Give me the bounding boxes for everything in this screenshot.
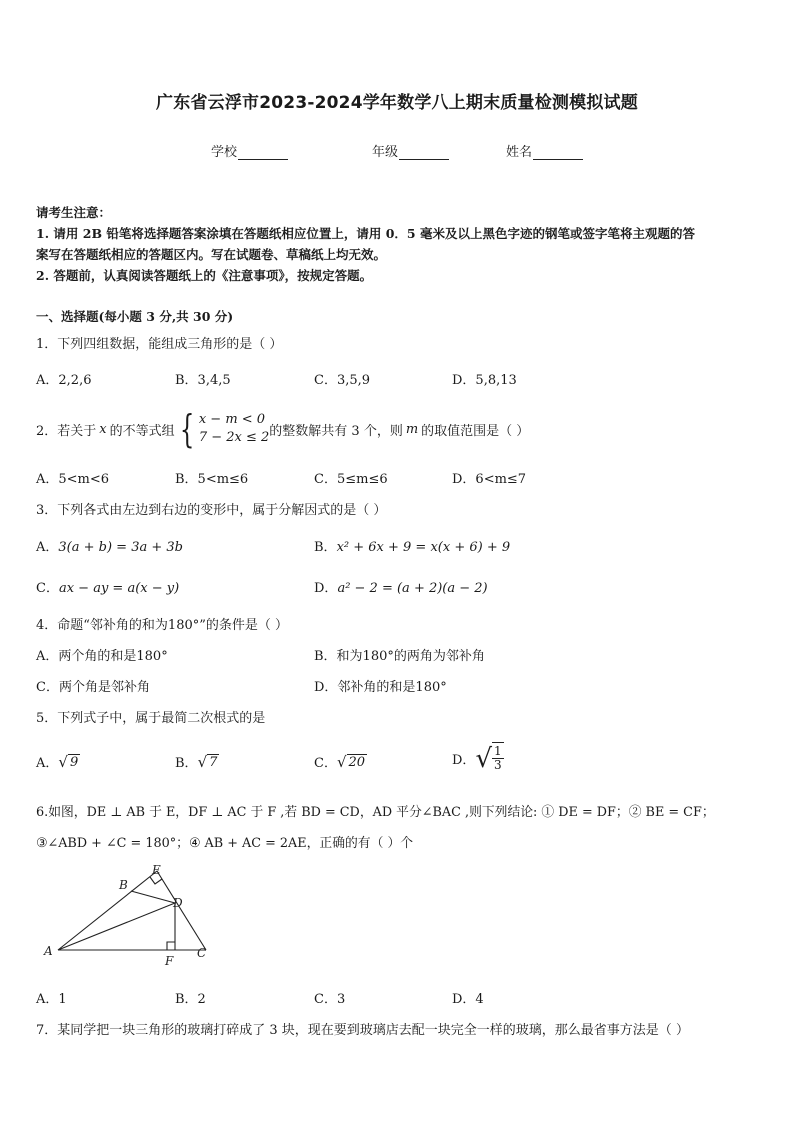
q5-option-b-radicand: 7 <box>209 754 218 770</box>
q5-option-d-label: D． <box>452 752 476 768</box>
q5-option-a-radical <box>58 753 80 771</box>
q5-option-c-radicand: 20 <box>348 754 366 770</box>
q5-option-d-numerator: 1 <box>494 744 502 758</box>
q2-stem-mid: 的不等式组 <box>109 423 175 439</box>
q2-option-b: B．5<m≤6 <box>175 472 249 487</box>
q2-brace: { <box>179 407 194 451</box>
q5-option-a-radicand: 9 <box>69 754 79 770</box>
q5-option-b <box>175 752 219 771</box>
q3-option-c-expr: ax − ay = a(x − y) <box>58 581 180 596</box>
q4-option-c: C．两个角是邻补角 <box>36 680 150 695</box>
q4-option-b: B．和为180°的两角为邻补角 <box>314 649 485 664</box>
q3-option-a <box>36 536 183 555</box>
school-label: 学校 <box>211 145 238 160</box>
q3-option-d-label: D． <box>314 581 338 596</box>
q3-option-b-label: B． <box>314 540 337 555</box>
q2-system <box>199 411 269 447</box>
grade-label: 年级 <box>372 145 399 160</box>
school-blank <box>238 145 288 160</box>
name-field <box>506 141 583 160</box>
notice-item1-line1: 1. 请用 2B 铅笔将选择题答案涂填在答题纸相应位置上，请用 0．5 毫米及以上黑色字迹的钢笔或签字笔将主观题的答 <box>36 226 695 241</box>
q6-option-d: D．4 <box>452 992 484 1007</box>
q5-option-b-radical <box>198 753 220 771</box>
q5-option-c-radical <box>337 753 367 771</box>
q2-system-line2: 7 − 2x ≤ 2 <box>198 430 270 445</box>
q1-option-c: C．3,5,9 <box>314 373 371 388</box>
q6-option-c: C．3 <box>314 992 346 1007</box>
point-label-a: A <box>44 944 53 958</box>
q5-option-d <box>452 742 504 774</box>
section-heading: 一、选择题(每小题 3 分,共 30 分) <box>36 309 234 324</box>
point-label-d: D <box>173 896 183 910</box>
q6-option-b: B．2 <box>175 992 206 1007</box>
point-label-b: B <box>119 878 128 892</box>
q2-stem-pre: 2．若关于 <box>36 423 97 439</box>
segment-ad <box>58 903 175 950</box>
radical-sign-icon: √ <box>58 752 68 771</box>
q5-option-d-denominator: 3 <box>494 758 502 772</box>
q4-option-a: A．两个角的和是180° <box>36 649 168 664</box>
q3-stem: 3．下列各式由左边到右边的变形中，属于分解因式的是（ ） <box>36 503 387 518</box>
radical-sign-icon: √ <box>475 744 493 774</box>
q6-line1: 6.如图，DE ⊥ AB 于 E，DF ⊥ AC 于 F ,若 BD = CD，AD 平分∠BAC ,则下列结论: ① DE = DF；② BE = CF； <box>36 805 715 820</box>
q3-option-c <box>36 577 179 596</box>
q3-option-a-expr: 3(a + b) = 3a + 3b <box>58 540 183 555</box>
page-title: 广东省云浮市2023-2024学年数学八上期末质量检测模拟试题 <box>156 93 638 113</box>
radical-sign-icon: √ <box>336 752 347 771</box>
q5-stem: 5．下列式子中，属于最简二次根式的是 <box>36 711 266 726</box>
q2-stem-post2: 的取值范围是（ ） <box>421 423 530 439</box>
q6-option-a: A．1 <box>36 992 67 1007</box>
q3-option-a-label: A． <box>36 540 59 555</box>
notice-item1-line2: 案写在答题纸相应的答题区内。写在试题卷、草稿纸上均无效。 <box>36 247 387 262</box>
q5-option-c <box>314 752 367 771</box>
q3-option-b-expr: x² + 6x + 9 = x(x + 6) + 9 <box>336 540 511 555</box>
q7-stem: 7．某同学把一块三角形的玻璃打碎成了 3 块，现在要到玻璃店去配一块完全一样的玻璃，那么最省事方法是（ ） <box>36 1023 689 1038</box>
q5-option-d-fraction <box>492 742 504 772</box>
right-angle-e <box>150 877 162 884</box>
q2-option-c: C．5≤m≤6 <box>314 472 388 487</box>
segment-bd <box>131 891 175 903</box>
q5-option-b-label: B． <box>175 756 198 771</box>
notice-heading: 请考生注意： <box>36 205 112 220</box>
segment-ec <box>157 871 206 950</box>
q6-figure <box>36 862 226 972</box>
q2-var-m: m <box>405 421 419 437</box>
segment-ab-extended <box>58 871 157 950</box>
q2-stem-post1: 的整数解共有 3 个，则 <box>269 423 403 439</box>
grade-blank <box>399 145 449 160</box>
q1-option-b: B．3,4,5 <box>175 373 231 388</box>
school-field <box>211 141 288 160</box>
q3-option-d-expr: a² − 2 = (a + 2)(a − 2) <box>337 581 488 596</box>
q1-stem: 1．下列四组数据，能组成三角形的是（ ） <box>36 337 283 352</box>
q3-option-d <box>314 577 488 596</box>
point-label-c: C <box>197 946 207 960</box>
q5-option-c-label: C． <box>314 756 337 771</box>
point-label-e: E <box>152 863 161 877</box>
q3-option-c-label: C． <box>36 581 59 596</box>
q2-var-x: x <box>99 421 107 437</box>
q4-option-d: D．邻补角的和是180° <box>314 680 447 695</box>
name-blank <box>533 145 583 160</box>
q6-line2: ③∠ABD + ∠C = 180°；④ AB + AC = 2AE，正确的有（ ）个 <box>36 836 414 851</box>
q5-option-d-radical <box>475 742 503 774</box>
radical-sign-icon: √ <box>197 752 208 771</box>
q3-option-b <box>314 536 510 555</box>
name-label: 姓名 <box>506 145 533 160</box>
q1-option-a: A．2,2,6 <box>36 373 92 388</box>
grade-field <box>372 141 449 160</box>
right-angle-f <box>167 942 175 950</box>
q2-system-line1: x − m < 0 <box>198 412 266 427</box>
q2-stem <box>36 408 529 450</box>
q5-option-a-label: A． <box>36 756 59 771</box>
q2-option-d: D．6<m≤7 <box>452 472 527 487</box>
q4-stem: 4．命题“邻补角的和为180°”的条件是（ ） <box>36 618 289 633</box>
q2-option-a: A．5<m<6 <box>36 472 110 487</box>
point-label-f: F <box>165 954 174 968</box>
notice-item2: 2. 答题前，认真阅读答题纸上的《注意事项》，按规定答题。 <box>36 268 373 283</box>
q1-option-d: D．5,8,13 <box>452 373 517 388</box>
q5-option-a <box>36 752 80 771</box>
